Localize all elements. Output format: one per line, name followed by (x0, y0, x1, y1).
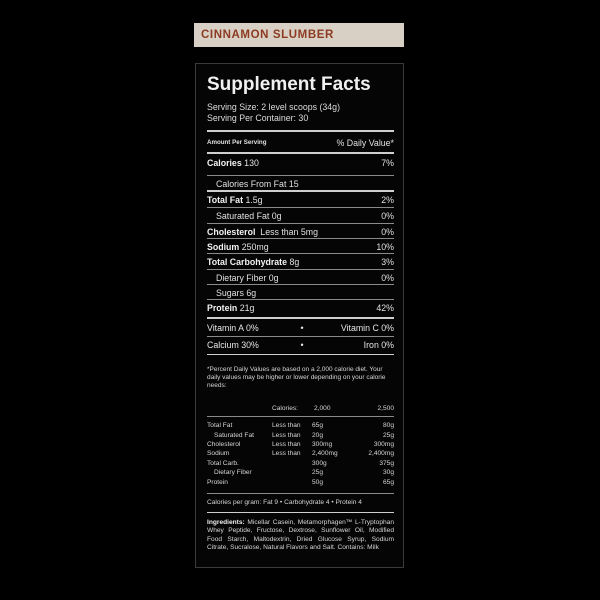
calories-per-gram: Calories per gram: Fat 9 • Carbohydrate 4 • Protein 4 (207, 499, 362, 506)
servings-per-container: Serving Per Container: 30 (207, 113, 309, 123)
vitamin-row: Vitamin A 0% • Vitamin C 0% (207, 322, 394, 333)
nutrient-row: Calories 130 7% (207, 157, 394, 168)
amount-header-row (207, 135, 394, 150)
dv-row: Saturated Fat Less than 20g 25g (214, 431, 394, 439)
thin-rule (207, 416, 394, 417)
dv-row: Cholesterol Less than 300mg 300mg (207, 440, 394, 448)
dv-table (207, 421, 394, 487)
dv-row: Total Carb. 300g 375g (207, 459, 394, 467)
amount-per-serving: Amount Per Serving (207, 139, 267, 146)
ingredients-label: Ingredients: (207, 519, 245, 526)
dv-row: Total Fat Less than 65g 80g (207, 422, 394, 430)
flavor-name: CINNAMON SLUMBER (201, 29, 334, 41)
serving-info (207, 102, 340, 124)
footnote: *Percent Daily Values are based on a 2,000 calorie diet. Your daily values may be higher or lower depending on your calorie needs: (207, 366, 386, 390)
nutrient-row: Protein 21g 42% (207, 299, 394, 315)
medium-rule (207, 512, 394, 513)
dv-row: Sodium Less than 2,400mg 2,400mg (207, 450, 394, 458)
thick-rule (207, 130, 394, 132)
nutrient-row: Total Fat 1.5g 2% (207, 194, 394, 205)
nutrient-row: Total Carbohydrate 8g 3% (207, 253, 394, 269)
ingredients-text: Micellar Casein, Metamorphagen™ L-Tryptophan Whey Peptide, Fructose, Dextrose, Sunflower Oil, Modified Food Starch, Maltodextrin, Dried Glucose Syrup, Sodium Citrate, Sucralose, Natural Flavors and Salt. Contains: Milk (207, 519, 394, 551)
flavor-banner (194, 23, 404, 47)
ingredients (207, 519, 394, 552)
vitamin-row: Calcium 30% • Iron 0% (207, 339, 394, 350)
supplement-facts-panel (195, 63, 404, 568)
nutrient-row: Dietary Fiber 0g 0% (207, 269, 394, 285)
thin-rule (207, 493, 394, 494)
nutrient-row: Cholesterol Less than 5mg 0% (207, 223, 394, 239)
nutrient-row: Calories From Fat 15 (207, 175, 394, 191)
nutrient-row: Sugars 6g (207, 284, 394, 300)
dv-row: Protein 50g 65g (207, 478, 394, 486)
dv-table-header: Calories: 2,000 2,500 (272, 405, 394, 413)
nutrient-row: Sodium 250mg 10% (207, 238, 394, 254)
dv-row: Dietary Fiber 25g 30g (214, 469, 394, 477)
panel-title: Supplement Facts (207, 74, 371, 95)
thick-rule (207, 317, 394, 319)
nutrient-row: Saturated Fat 0g 0% (207, 207, 394, 223)
medium-rule (207, 354, 394, 355)
daily-value-header: % Daily Value* (336, 137, 394, 148)
serving-size: Serving Size: 2 level scoops (34g) (207, 102, 340, 112)
medium-rule (207, 152, 394, 154)
